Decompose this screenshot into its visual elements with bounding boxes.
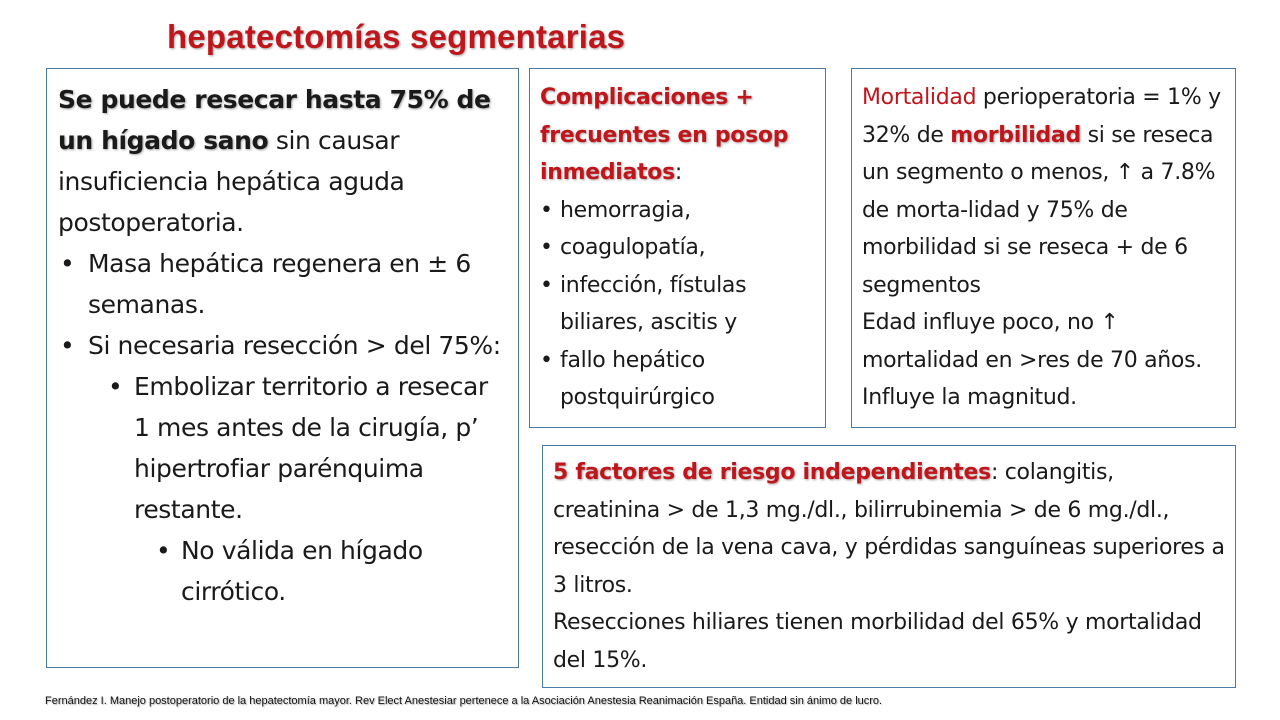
risk-factors-box [542,445,1236,688]
list-item: • fallo hepático postquirúrgico [540,342,819,417]
list-item: • hemorragia, [540,192,819,230]
risk-factors-heading: 5 factores de riesgo independientes [553,460,991,485]
resection-limits-box [46,68,519,668]
bullet-regeneration: • Masa hepática regenera en ± 6 semanas. [58,243,510,325]
resection-bullets [58,243,510,612]
bullet-large-resection: • Si necesaria resección > del 75%: [58,325,510,366]
mortality-paragraph [862,79,1229,304]
hilar-resection-paragraph: Resecciones hiliares tienen morbilidad del 65% y mortalidad del 15%. [553,610,1202,673]
intro-text: sin causar insuficiencia hepática aguda postoperatoria. [58,126,405,237]
sub-sub-bullet-cirrhosis: • No válida en hígado cirrótico. [58,530,510,612]
complications-heading: Complicaciones + frecuentes en posop inmediatos [540,85,789,185]
intro-paragraph [58,79,510,243]
mortality-text-2: si se reseca un segmento o menos, ↑ a 7.8% de morta-lidad y 75% de morbilidad si se reseca + de 6 segmentos [862,122,1216,298]
risk-factors-text: : colangitis, creatinina > de 1,3 mg./dl., bilirrubinemia > de 6 mg./dl., resección de la vena cava, y pérdidas sanguíneas superiores a 3 litros. [553,460,1225,598]
mortalidad-label: Mortalidad [862,85,977,110]
risk-factors-paragraph [553,454,1227,604]
age-paragraph: Edad influye poco, no ↑ mortalidad en >res de 70 años. Influye la magnitud. [862,310,1202,410]
morbilidad-label: morbilidad [950,122,1081,148]
sub-bullet-embolization: • Embolizar territorio a resecar 1 mes antes de la cirugía, p’ hipertrofiar parénquima restante. [58,366,510,530]
slide-title: hepatectomías segmentarias [167,18,626,55]
list-item: • infección, fístulas biliares, ascitis y [540,267,819,342]
complications-colon: : [674,160,683,185]
complications-box [529,68,826,428]
mortality-text-1: perioperatoria = 1% y 32% de [862,85,1221,148]
intro-highlight: Se puede resecar hasta 75% de un hígado sano [58,85,491,155]
complications-heading-line [540,79,819,192]
citation: Fernández I. Manejo postoperatorio de la hepatectomía mayor. Rev Elect Anestesiar pertenece a la Asociación Anestesia Reanimación España. Entidad sin ánimo de lucro. [45,695,883,707]
list-item: • coagulopatía, [540,229,819,267]
complications-list [540,192,819,417]
mortality-box [851,68,1236,428]
